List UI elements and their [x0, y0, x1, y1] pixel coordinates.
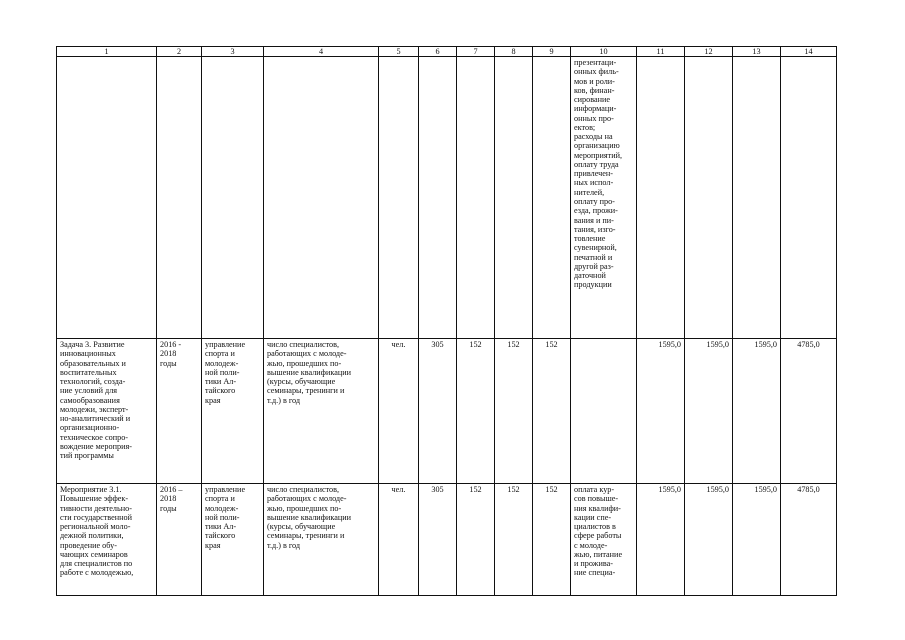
cell-value-9 — [533, 57, 571, 339]
cell-task: Задача 3. Развитие инновационных образовательных и воспитательных технологий, созда- ние условий для самообразования молодежи, эксперт- но-аналитический и организационно- техническое сопро- вождение мероприя- тий программы — [57, 339, 157, 484]
cell-value-8 — [495, 57, 533, 339]
cell-period — [157, 57, 202, 339]
col-header-6: 6 — [419, 47, 457, 57]
cell-unit — [379, 57, 419, 339]
cell-amount-11: 1595,0 — [637, 484, 685, 596]
col-header-4: 4 — [264, 47, 379, 57]
cell-value-7: 152 — [457, 484, 495, 596]
col-header-3: 3 — [202, 47, 264, 57]
col-header-10: 10 — [571, 47, 637, 57]
col-header-7: 7 — [457, 47, 495, 57]
program-table — [56, 46, 837, 596]
cell-amount-12: 1595,0 — [685, 339, 733, 484]
header-row — [57, 47, 837, 57]
table-row — [57, 57, 837, 339]
cell-value-7 — [457, 57, 495, 339]
cell-indicator: число специалистов, работающих с молоде- жью, прошедших по- вышение квалификации (курсы, обучающие семинары, тренинги и т.д.) в год — [264, 484, 379, 596]
cell-unit: чел. — [379, 339, 419, 484]
cell-period: 2016 - 2018 годы — [157, 339, 202, 484]
cell-amount-total: 4785,0 — [781, 484, 837, 596]
cell-amount-11: 1595,0 — [637, 339, 685, 484]
col-header-12: 12 — [685, 47, 733, 57]
cell-task — [57, 57, 157, 339]
col-header-9: 9 — [533, 47, 571, 57]
cell-executor: управление спорта и молодеж- ной поли- тики Ал- тайского края — [202, 484, 264, 596]
cell-amount-total: 4785,0 — [781, 339, 837, 484]
cell-executor — [202, 57, 264, 339]
cell-unit: чел. — [379, 484, 419, 596]
col-header-2: 2 — [157, 47, 202, 57]
table-row — [57, 339, 837, 484]
col-header-1: 1 — [57, 47, 157, 57]
col-header-5: 5 — [379, 47, 419, 57]
cell-amount-12 — [685, 57, 733, 339]
col-header-14: 14 — [781, 47, 837, 57]
table-row — [57, 484, 837, 596]
cell-amount-13: 1595,0 — [733, 484, 781, 596]
col-header-8: 8 — [495, 47, 533, 57]
cell-amount-12: 1595,0 — [685, 484, 733, 596]
cell-amount-13: 1595,0 — [733, 339, 781, 484]
cell-value-7: 152 — [457, 339, 495, 484]
cell-expenses: презентаци- онных филь- мов и роли- ков, финан- сирование информаци- онных про- ектов; расходы на организацию мероприятий, оплату труда привлечен- ных испол- нителей, оплату про- езда, прожи- вания и пи- тания, изго- товление сувенирной, печатной и другой раз- даточной продукции — [571, 57, 637, 339]
cell-indicator: число специалистов, работающих с молоде- жью, прошедших по- вышение квалификации (курсы, обучающие семинары, тренинги и т.д.) в год — [264, 339, 379, 484]
cell-indicator — [264, 57, 379, 339]
cell-executor: управление спорта и молодеж- ной поли- тики Ал- тайского края — [202, 339, 264, 484]
col-header-11: 11 — [637, 47, 685, 57]
cell-value-6: 305 — [419, 484, 457, 596]
cell-value-8: 152 — [495, 339, 533, 484]
cell-value-6 — [419, 57, 457, 339]
cell-amount-11 — [637, 57, 685, 339]
cell-task: Мероприятие 3.1. Повышение эффек- тивности деятельно- сти государственной региональной моло- дежной политики, проведение обу- чающих семинаров для специалистов по работе с молодежью, — [57, 484, 157, 596]
cell-expenses — [571, 339, 637, 484]
cell-period: 2016 – 2018 годы — [157, 484, 202, 596]
cell-expenses: оплата кур- сов повыше- ния квалифи- кации спе- циалистов в сфере работы с молоде- жью, питание и прожива- ние специа- — [571, 484, 637, 596]
cell-amount-total — [781, 57, 837, 339]
col-header-13: 13 — [733, 47, 781, 57]
cell-amount-13 — [733, 57, 781, 339]
cell-value-6: 305 — [419, 339, 457, 484]
cell-value-9: 152 — [533, 484, 571, 596]
cell-value-9: 152 — [533, 339, 571, 484]
cell-value-8: 152 — [495, 484, 533, 596]
